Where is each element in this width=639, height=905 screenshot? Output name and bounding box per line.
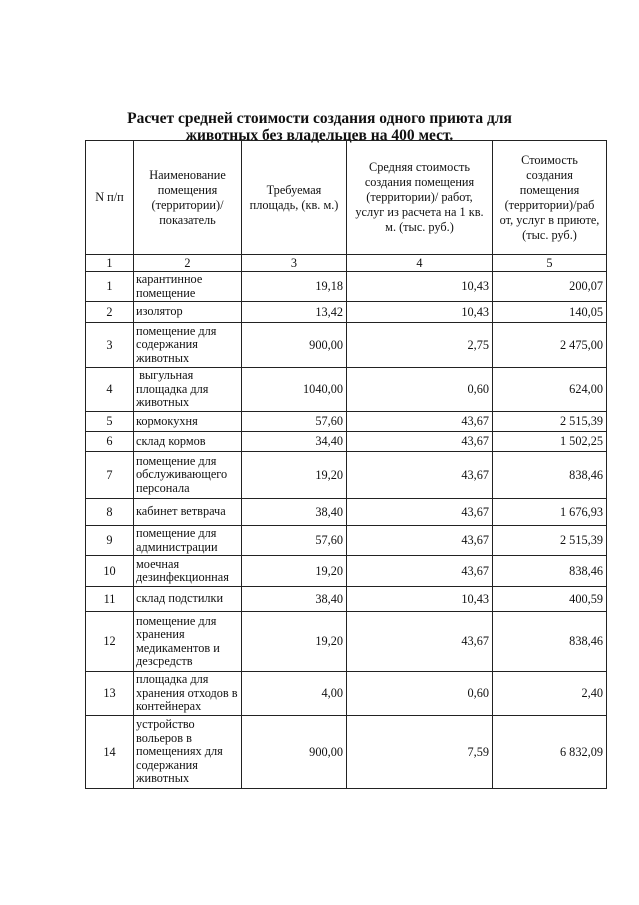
row-unit-cost: 43,67 (347, 556, 493, 587)
cost-table (85, 140, 607, 789)
row-number: 7 (86, 452, 134, 499)
column-number: 3 (242, 255, 347, 272)
row-name: кабинет ветврача (134, 499, 242, 526)
row-unit-cost: 10,43 (347, 302, 493, 323)
row-name: устройство вольеров в помещениях для содержания животных (134, 716, 242, 789)
row-area: 19,20 (242, 556, 347, 587)
row-unit-cost: 0,60 (347, 672, 493, 716)
row-name: помещение для администрации (134, 526, 242, 556)
row-total: 140,05 (493, 302, 607, 323)
row-total: 838,46 (493, 452, 607, 499)
table-row (86, 499, 607, 526)
table-row (86, 672, 607, 716)
row-unit-cost: 43,67 (347, 499, 493, 526)
header-area: Требуемая площадь, (кв. м.) (242, 141, 347, 255)
document-title-line-2: животных без владельцев на 400 мест. (185, 127, 454, 144)
table-row (86, 272, 607, 302)
header-unit-cost: Средняя стоимость создания помещения (территории)/ работ, услуг из расчета на 1 кв. м. (тыс. руб.) (347, 141, 493, 255)
row-name: кормокухня (134, 412, 242, 432)
row-name: карантинное помещение (134, 272, 242, 302)
row-number: 5 (86, 412, 134, 432)
table-row (86, 323, 607, 368)
row-unit-cost: 10,43 (347, 272, 493, 302)
header-number: N п/п (86, 141, 134, 255)
row-unit-cost: 2,75 (347, 323, 493, 368)
row-number: 4 (86, 368, 134, 412)
row-area: 19,20 (242, 452, 347, 499)
row-name: моечная дезинфекционная (134, 556, 242, 587)
row-total: 2 515,39 (493, 412, 607, 432)
column-number: 5 (493, 255, 607, 272)
row-number: 2 (86, 302, 134, 323)
row-total: 2,40 (493, 672, 607, 716)
row-total: 1 676,93 (493, 499, 607, 526)
row-area: 38,40 (242, 499, 347, 526)
row-number: 11 (86, 587, 134, 612)
row-area: 57,60 (242, 412, 347, 432)
row-number: 9 (86, 526, 134, 556)
header-total-cost: Стоимость создания помещения (территории)/раб от, услуг в приюте, (тыс. руб.) (493, 141, 607, 255)
table-row (86, 432, 607, 452)
table-row (86, 412, 607, 432)
row-unit-cost: 43,67 (347, 452, 493, 499)
document-title-line-1: Расчет средней стоимости создания одного приюта для (127, 110, 512, 127)
row-area: 38,40 (242, 587, 347, 612)
row-number: 10 (86, 556, 134, 587)
row-unit-cost: 43,67 (347, 526, 493, 556)
row-number: 8 (86, 499, 134, 526)
table-row (86, 587, 607, 612)
row-number: 1 (86, 272, 134, 302)
column-number: 4 (347, 255, 493, 272)
row-area: 19,20 (242, 612, 347, 672)
row-unit-cost: 10,43 (347, 587, 493, 612)
table-row (86, 302, 607, 323)
table-header-row (86, 141, 607, 255)
row-number: 6 (86, 432, 134, 452)
row-name: площадка для хранения отходов в контейнерах (134, 672, 242, 716)
row-unit-cost: 43,67 (347, 412, 493, 432)
table-row (86, 556, 607, 587)
row-number: 12 (86, 612, 134, 672)
row-name: помещение для обслуживающего персонала (134, 452, 242, 499)
row-name: склад кормов (134, 432, 242, 452)
row-unit-cost: 7,59 (347, 716, 493, 789)
table-row (86, 368, 607, 412)
row-area: 34,40 (242, 432, 347, 452)
row-area: 13,42 (242, 302, 347, 323)
row-unit-cost: 43,67 (347, 432, 493, 452)
row-total: 2 515,39 (493, 526, 607, 556)
table-row (86, 716, 607, 789)
column-number-row (86, 255, 607, 272)
row-area: 4,00 (242, 672, 347, 716)
row-area: 1040,00 (242, 368, 347, 412)
table-row (86, 452, 607, 499)
row-number: 3 (86, 323, 134, 368)
row-area: 900,00 (242, 716, 347, 789)
column-number: 2 (134, 255, 242, 272)
row-unit-cost: 0,60 (347, 368, 493, 412)
row-total: 838,46 (493, 556, 607, 587)
row-total: 624,00 (493, 368, 607, 412)
header-name: Наименование помещения (территории)/ показатель (134, 141, 242, 255)
row-number: 13 (86, 672, 134, 716)
table-row (86, 526, 607, 556)
row-total: 200,07 (493, 272, 607, 302)
row-area: 19,18 (242, 272, 347, 302)
row-total: 2 475,00 (493, 323, 607, 368)
row-total: 838,46 (493, 612, 607, 672)
row-unit-cost: 43,67 (347, 612, 493, 672)
row-name: помещение для хранения медикаментов и дезсредств (134, 612, 242, 672)
row-area: 900,00 (242, 323, 347, 368)
row-number: 14 (86, 716, 134, 789)
row-area: 57,60 (242, 526, 347, 556)
row-name: помещение для содержания животных (134, 323, 242, 368)
row-total: 1 502,25 (493, 432, 607, 452)
row-total: 6 832,09 (493, 716, 607, 789)
row-name: выгульная площадка для животных (134, 368, 242, 412)
row-total: 400,59 (493, 587, 607, 612)
column-number: 1 (86, 255, 134, 272)
row-name: изолятор (134, 302, 242, 323)
row-name: склад подстилки (134, 587, 242, 612)
table-row (86, 612, 607, 672)
